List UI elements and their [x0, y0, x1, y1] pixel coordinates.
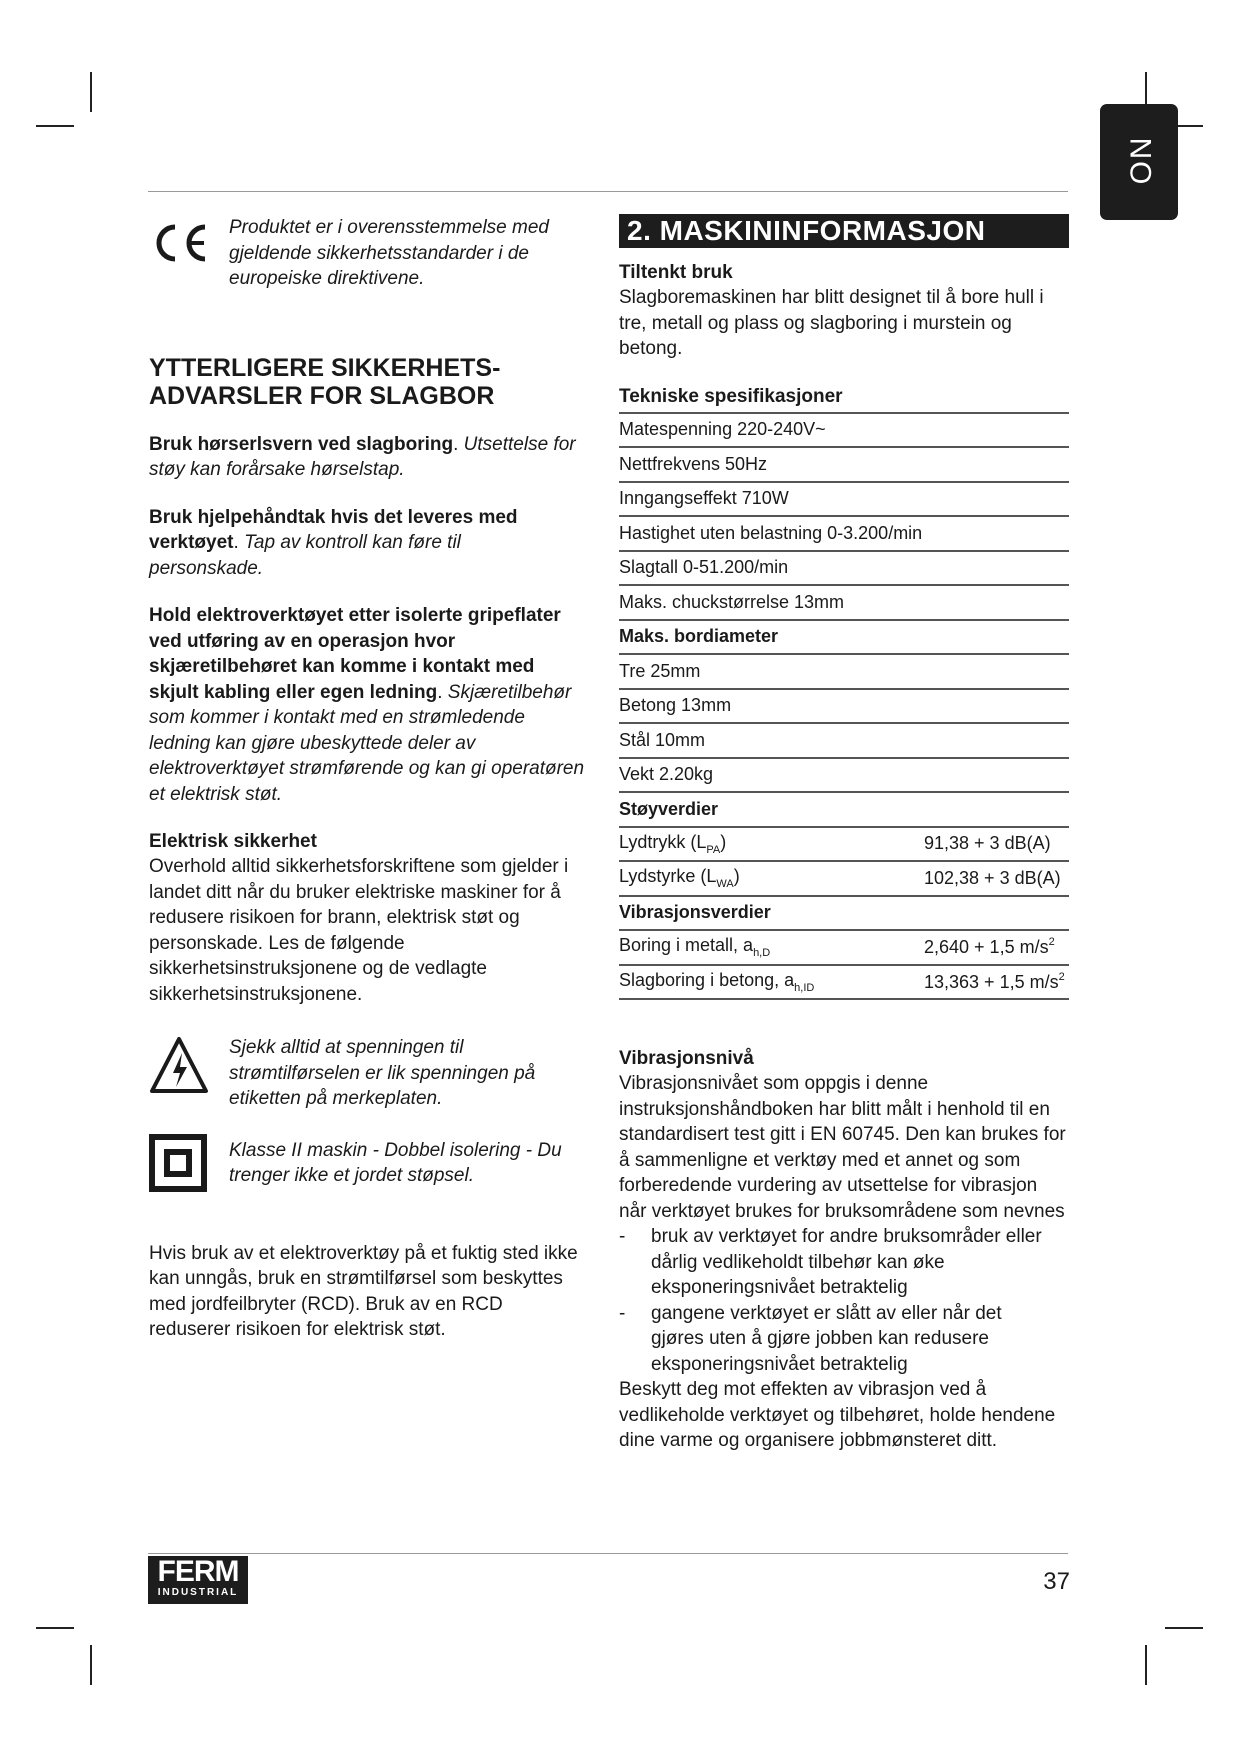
- bottom-rule: [148, 1553, 1068, 1554]
- spec-input-power: Inngangseffekt 710W: [619, 482, 1069, 517]
- spec-no-load-speed: Hastighet uten belastning 0-3.200/min: [619, 516, 1069, 551]
- spec-sound-power-value: 102,38 + 3 dB(A): [924, 861, 1069, 896]
- spec-voltage: Matespenning 220-240V~: [619, 413, 1069, 448]
- table-row: [619, 965, 1069, 1000]
- ce-notice: [149, 215, 609, 292]
- spec-vibration-heading: Vibrasjonsverdier: [619, 896, 1069, 931]
- table-row: [619, 551, 1069, 586]
- dash: -: [619, 1302, 626, 1324]
- crop-mark: [90, 72, 92, 112]
- table-row: [619, 447, 1069, 482]
- aux-handle-bold: Bruk hjelpehåndtak hvis det leveres med verktøyet: [149, 506, 518, 553]
- vibration-level-heading: Vibrasjonsnivå: [619, 1048, 754, 1069]
- superscript: 2: [1058, 970, 1065, 983]
- left-column: [149, 215, 609, 1343]
- top-rule: [148, 191, 1068, 192]
- table-row: [619, 896, 1069, 931]
- ce-text: Produktet er i overensstemmelse med gjeldende sikkerhetsstandarder i de europeiske direktivene.: [229, 217, 549, 289]
- electrical-safety-heading: Elektrisk sikkerhet: [149, 831, 317, 852]
- class2-text: Klasse II maskin - Dobbel isolering - Du trenger ikke et jordet støpsel.: [229, 1139, 562, 1186]
- spec-chuck-size: Maks. chuckstørrelse 13mm: [619, 585, 1069, 620]
- spec-concrete-impact-label: [619, 965, 924, 1000]
- spec-sound-pressure-label: [619, 827, 924, 862]
- table-row: [619, 758, 1069, 793]
- voltage-notice: [149, 1035, 609, 1112]
- spec-wood: Tre 25mm: [619, 654, 1069, 689]
- label-text: Lydstyrke (L: [619, 866, 717, 887]
- paren: ): [720, 831, 727, 852]
- high-voltage-warning-icon: [149, 1035, 229, 1100]
- paren: ): [733, 866, 740, 887]
- superscript: 2: [1048, 936, 1055, 949]
- double-insulation-icon: [149, 1134, 229, 1197]
- intended-use-heading: Tiltenkt bruk: [619, 262, 733, 283]
- table-row: [619, 482, 1069, 517]
- intended-use-text: Slagboremaskinen har blitt designet til å bore hull i tre, metall og plass og slagboring i murstein og betong.: [619, 287, 1044, 359]
- crop-mark: [90, 1645, 92, 1685]
- subscript: h,ID: [794, 981, 815, 994]
- ce-mark-icon: [149, 215, 229, 268]
- table-row: [619, 654, 1069, 689]
- spec-max-drill-diameter: Maks. bordiameter: [619, 620, 1069, 655]
- table-row: [619, 827, 1069, 862]
- dash: -: [619, 1226, 626, 1247]
- ferm-industrial-logo: [148, 1556, 248, 1604]
- voltage-text: Sjekk alltid at spenningen til strømtilførselen er lik spenningen på etiketten på merkeplaten.: [229, 1037, 536, 1109]
- label-text: Boring i metall, a: [619, 935, 754, 956]
- crop-mark: [1165, 1627, 1203, 1629]
- table-row: [619, 516, 1069, 551]
- value-text: 2,640 + 1,5 m/s: [924, 937, 1049, 958]
- table-row: [619, 413, 1069, 448]
- crop-mark: [36, 1627, 74, 1629]
- spec-concrete: Betong 13mm: [619, 689, 1069, 724]
- language-code: NO: [1123, 137, 1156, 187]
- value-text: 13,363 + 1,5 m/s: [924, 971, 1059, 992]
- hearing-protection-paragraph: Bruk hørserlsvern ved slagboring. Utsettelse for støy kan forårsake hørselstap.: [149, 433, 576, 480]
- table-row: [619, 930, 1069, 965]
- hearing-protection-italic: Utsettelse for støy kan forårsake hørselstap.: [149, 433, 576, 480]
- bullet-2: gangene verktøyet er slått av eller når det gjøres uten å gjøre jobben kan redusere eksponeringsnivået betraktelig: [651, 1302, 1002, 1375]
- subscript: WA: [716, 878, 734, 891]
- spec-noise-heading: Støyverdier: [619, 792, 1069, 827]
- electrical-safety-text: Overhold alltid sikkerhetsforskriftene som gjelder i landet ditt når du bruker elektriske maskiner for å redusere risikoen for brann, elektrisk støt og personskade. Les de følgende sikkerhetsinstruksjonene og de vedlagte sikkerhetsinstruksjonene.: [149, 856, 569, 1005]
- language-tab: [1100, 104, 1178, 220]
- label-text: Slagboring i betong, a: [619, 969, 795, 990]
- spec-concrete-impact-value: [924, 965, 1069, 1000]
- insulated-grip-italic: Skjæretilbehør som kommer i kontakt med en strømledende ledning kan gjøre ubeskyttede deler av elektroverktøyet strømførende og kan gi operatøren et elektrisk støt.: [149, 681, 585, 805]
- section-heading-line1: YTTERLIGERE SIKKERHETS-: [149, 353, 501, 382]
- hearing-protection-bold: Bruk hørserlsvern ved slagboring: [149, 433, 454, 455]
- spec-table: [619, 412, 1069, 1001]
- spec-weight: Vekt 2.20kg: [619, 758, 1069, 793]
- subscript: PA: [706, 843, 721, 856]
- spec-metal-drilling-label: [619, 930, 924, 965]
- vibration-level-text: Vibrasjonsnivået som oppgis i denne instruksjonshåndboken har blitt målt i henhold til en standardisert test gitt i EN 60745. Den kan brukes for å sammenligne et verktøy med et annet og som forberedende vurdering av utsettelse for vibrasjon når verktøyet brukes for bruksområdene som nevnes: [619, 1073, 1066, 1222]
- rcd-text: Hvis bruk av et elektroverktøy på et fuktig sted ikke kan unngås, bruk en strømtilførsel som beskyttes med jordfeilbryter (RCD). Bruk av en RCD reduserer risikoen for elektrisk støt.: [149, 1242, 578, 1340]
- spec-heading: Tekniske spesifikasjoner: [619, 385, 843, 407]
- spec-sound-power-label: [619, 861, 924, 896]
- logo-sub-text: INDUSTRIAL: [157, 1587, 239, 1598]
- table-row: [619, 861, 1069, 896]
- subscript: h,D: [753, 947, 771, 960]
- spec-metal-drilling-value: [924, 930, 1069, 965]
- list-item: [619, 1301, 1069, 1378]
- table-row: [619, 689, 1069, 724]
- list-item: [619, 1224, 1069, 1301]
- spec-steel: Stål 10mm: [619, 723, 1069, 758]
- page-number: 37: [1043, 1568, 1070, 1595]
- logo-main-text: FERM: [157, 1555, 239, 1588]
- insulated-grip-paragraph: Hold elektroverktøyet etter isolerte gripeflater ved utføring av en operasjon hvor skjæretilbehøret kan komme i kontakt med skjult kabling eller egen ledning. Skjæretilbehør som kommer i kontakt med en strømledende ledning kan gjøre ubeskyttede deler av elektroverktøyet strømførende og kan gi operatøren et elektrisk støt.: [149, 605, 585, 805]
- table-row: [619, 792, 1069, 827]
- table-row: [619, 620, 1069, 655]
- class2-notice: [149, 1134, 609, 1197]
- table-row: [619, 585, 1069, 620]
- protect-text: Beskytt deg mot effekten av vibrasjon ved å vedlikeholde verktøyet og tilbehøret, holde hendene dine varme og organisere jobbmønsteret ditt.: [619, 1379, 1056, 1451]
- spec-frequency: Nettfrekvens 50Hz: [619, 447, 1069, 482]
- insulated-grip-bold: Hold elektroverktøyet etter isolerte gripeflater ved utføring av en operasjon hvor skjæretilbehøret kan komme i kontakt med skjult kabling eller egen ledning: [149, 605, 561, 703]
- bullet-1: bruk av verktøyet for andre bruksområder eller dårlig vedlikeholdt tilbehør kan øke eksponeringsnivået betraktelig: [651, 1226, 1042, 1298]
- section-heading-line2: ADVARSLER FOR SLAGBOR: [149, 381, 495, 410]
- aux-handle-italic: Tap av kontroll kan føre til personskade.: [149, 532, 461, 579]
- right-column: [619, 214, 1069, 1454]
- machine-info-title: 2. MASKININFORMASJON: [619, 214, 1069, 248]
- crop-mark: [1145, 1645, 1147, 1685]
- spec-sound-pressure-value: 91,38 + 3 dB(A): [924, 827, 1069, 862]
- aux-handle-paragraph: Bruk hjelpehåndtak hvis det leveres med verktøyet. Tap av kontroll kan føre til personskade.: [149, 506, 518, 579]
- table-row: [619, 723, 1069, 758]
- label-text: Lydtrykk (L: [619, 831, 707, 852]
- spec-impact-rate: Slagtall 0-51.200/min: [619, 551, 1069, 586]
- crop-mark: [36, 125, 74, 127]
